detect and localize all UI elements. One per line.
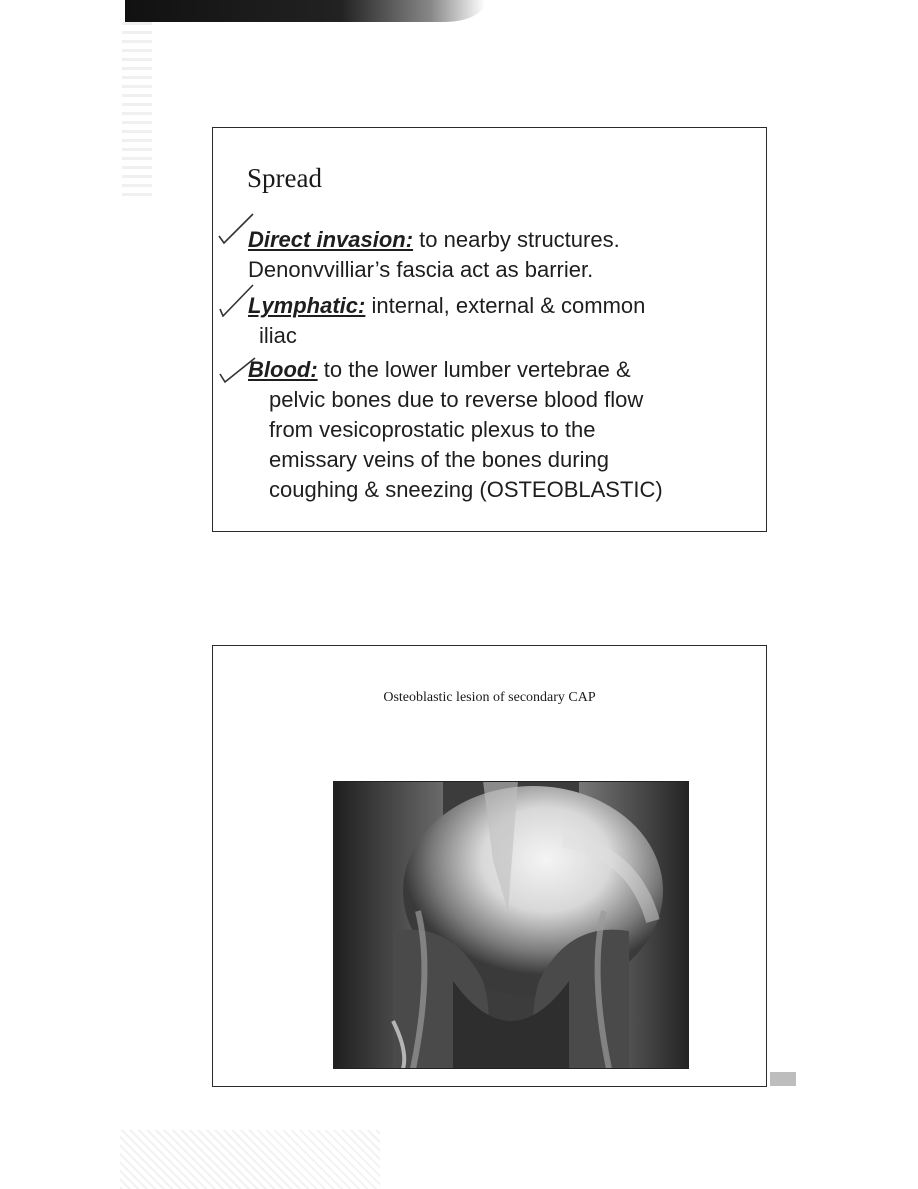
list-item-continuation: Denonvvilliar’s fascia act as barrier. xyxy=(248,257,594,282)
slide-title: Spread xyxy=(247,163,322,193)
list-item-direct-invasion xyxy=(248,225,620,255)
list-item-lymphatic xyxy=(248,291,645,321)
slide-xray xyxy=(212,645,767,1087)
list-item-continuation: iliac xyxy=(259,323,297,348)
item-label: Blood: xyxy=(248,357,318,382)
list-item-continuation: coughing & sneezing (OSTEOBLASTIC) xyxy=(269,477,663,502)
scan-mark-right xyxy=(770,1072,796,1086)
item-text: internal, external & common xyxy=(365,293,646,318)
list-item-continuation: pelvic bones due to reverse blood flow xyxy=(269,387,644,412)
scan-noise-left xyxy=(122,22,152,202)
scan-noise-bottom xyxy=(120,1130,380,1189)
pelvis-xray-image xyxy=(333,781,689,1069)
item-text: to nearby structures. xyxy=(413,227,620,252)
list-item-continuation: from vesicoprostatic plexus to the xyxy=(269,417,596,442)
image-caption: Osteoblastic lesion of secondary CAP xyxy=(383,690,596,705)
list-item-blood xyxy=(248,355,631,385)
item-label: Direct invasion: xyxy=(248,227,414,252)
item-text: to the lower lumber vertebrae & xyxy=(317,357,631,382)
scan-edge-top xyxy=(125,0,485,22)
slide-spread xyxy=(212,127,767,532)
item-label: Lymphatic: xyxy=(248,293,366,318)
list-item-continuation: emissary veins of the bones during xyxy=(269,447,609,472)
